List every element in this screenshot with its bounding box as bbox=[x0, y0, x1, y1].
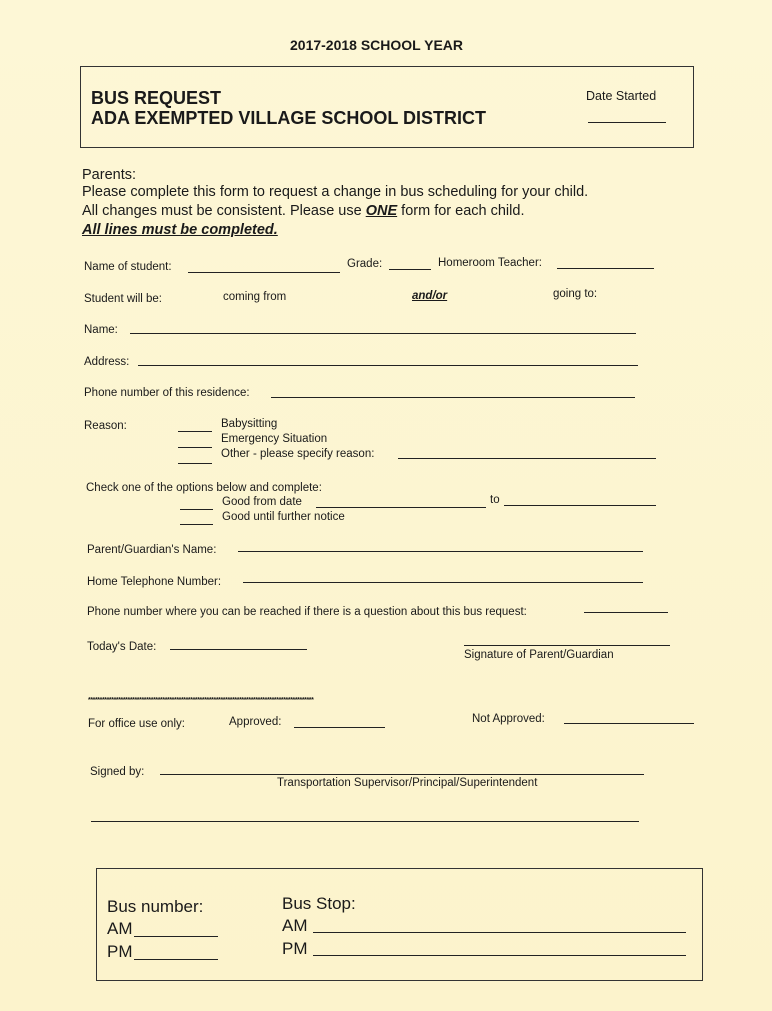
reach-phone-label: Phone number where you can be reached if there is a question about this bus request: bbox=[87, 606, 527, 618]
intro-line-1: Please complete this form to request a change in bus scheduling for your child. bbox=[82, 184, 589, 200]
good-to-line[interactable] bbox=[504, 505, 656, 506]
student-name-line[interactable] bbox=[188, 272, 340, 273]
bus-stop-label: Bus Stop: bbox=[282, 894, 356, 913]
reason-other: Other - please specify reason: bbox=[221, 448, 375, 460]
good-from-line[interactable] bbox=[316, 507, 486, 508]
student-will-be-label: Student will be: bbox=[84, 293, 162, 305]
guardian-name-label: Parent/Guardian's Name: bbox=[87, 544, 217, 556]
reason-emergency: Emergency Situation bbox=[221, 433, 328, 445]
intro-line-2-post: form for each child. bbox=[397, 203, 525, 219]
bus-stop-pm-line[interactable] bbox=[313, 955, 686, 956]
reason-check-1[interactable] bbox=[178, 431, 212, 432]
phone-residence-label: Phone number of this residence: bbox=[84, 387, 250, 399]
district-name: ADA EXEMPTED VILLAGE SCHOOL DISTRICT bbox=[91, 108, 487, 128]
todays-date-label: Today's Date: bbox=[87, 641, 157, 653]
home-phone-label: Home Telephone Number: bbox=[87, 576, 222, 588]
and-or-label: and/or bbox=[412, 290, 448, 302]
reason-label: Reason: bbox=[84, 420, 127, 432]
bus-number-am-line[interactable] bbox=[134, 936, 218, 937]
to-label: to bbox=[490, 494, 500, 506]
signed-by-line[interactable] bbox=[160, 774, 644, 775]
home-phone-line[interactable] bbox=[243, 582, 643, 583]
salutation: Parents: bbox=[82, 167, 136, 183]
option-check-1[interactable] bbox=[180, 509, 213, 510]
reason-other-line[interactable] bbox=[398, 458, 656, 459]
address-label: Address: bbox=[84, 356, 130, 368]
homeroom-label: Homeroom Teacher: bbox=[438, 257, 542, 269]
school-year: 2017-2018 SCHOOL YEAR bbox=[290, 37, 464, 53]
bus-number-pm-label: PM bbox=[107, 942, 133, 961]
grade-line[interactable] bbox=[389, 269, 431, 270]
option-check-2[interactable] bbox=[180, 524, 213, 525]
extra-line[interactable] bbox=[91, 821, 639, 822]
signature-label: Signature of Parent/Guardian bbox=[464, 649, 614, 661]
not-approved-label: Not Approved: bbox=[472, 713, 545, 725]
intro-line-2 bbox=[82, 203, 524, 219]
going-to-label: going to: bbox=[553, 288, 598, 300]
good-from-label: Good from date bbox=[222, 496, 302, 508]
reach-phone-line[interactable] bbox=[584, 612, 668, 613]
date-started-line[interactable] bbox=[588, 122, 666, 123]
bus-number-am-label: AM bbox=[107, 919, 133, 938]
intro-line-2-pre: All changes must be consistent. Please use bbox=[82, 203, 366, 219]
todays-date-line[interactable] bbox=[170, 649, 307, 650]
bus-stop-pm-label: PM bbox=[282, 939, 308, 958]
bus-stop-am-label: AM bbox=[282, 916, 308, 935]
not-approved-line[interactable] bbox=[564, 723, 694, 724]
bus-stop-am-line[interactable] bbox=[313, 932, 686, 933]
approved-line[interactable] bbox=[294, 727, 385, 728]
name-line[interactable] bbox=[130, 333, 636, 334]
good-until-label: Good until further notice bbox=[222, 511, 345, 523]
intro-emphasis: ONE bbox=[365, 203, 398, 219]
approved-label: Approved: bbox=[229, 716, 282, 728]
reason-check-3[interactable] bbox=[178, 463, 212, 464]
office-only-label: For office use only: bbox=[88, 718, 185, 730]
form-title: BUS REQUEST bbox=[91, 88, 222, 108]
coming-from-label: coming from bbox=[223, 291, 287, 303]
options-label: Check one of the options below and complete: bbox=[86, 482, 322, 494]
student-name-label: Name of student: bbox=[84, 261, 172, 273]
separator-stars: ************************************************************************************************* bbox=[88, 697, 314, 704]
guardian-name-line[interactable] bbox=[238, 551, 643, 552]
reason-babysitting: Babysitting bbox=[221, 418, 278, 430]
bus-number-pm-line[interactable] bbox=[134, 959, 218, 960]
signature-line[interactable] bbox=[464, 645, 670, 646]
name-label: Name: bbox=[84, 324, 118, 336]
date-started-label: Date Started bbox=[586, 89, 657, 103]
all-lines-notice: All lines must be completed. bbox=[82, 222, 278, 238]
phone-residence-line[interactable] bbox=[271, 397, 635, 398]
signer-title: Transportation Supervisor/Principal/Superintendent bbox=[277, 777, 538, 789]
bus-number-label: Bus number: bbox=[107, 897, 204, 916]
address-line[interactable] bbox=[138, 365, 638, 366]
signed-by-label: Signed by: bbox=[90, 766, 145, 778]
reason-check-2[interactable] bbox=[178, 447, 212, 448]
bus-box bbox=[96, 868, 703, 981]
homeroom-line[interactable] bbox=[557, 268, 654, 269]
grade-label: Grade: bbox=[347, 258, 383, 270]
